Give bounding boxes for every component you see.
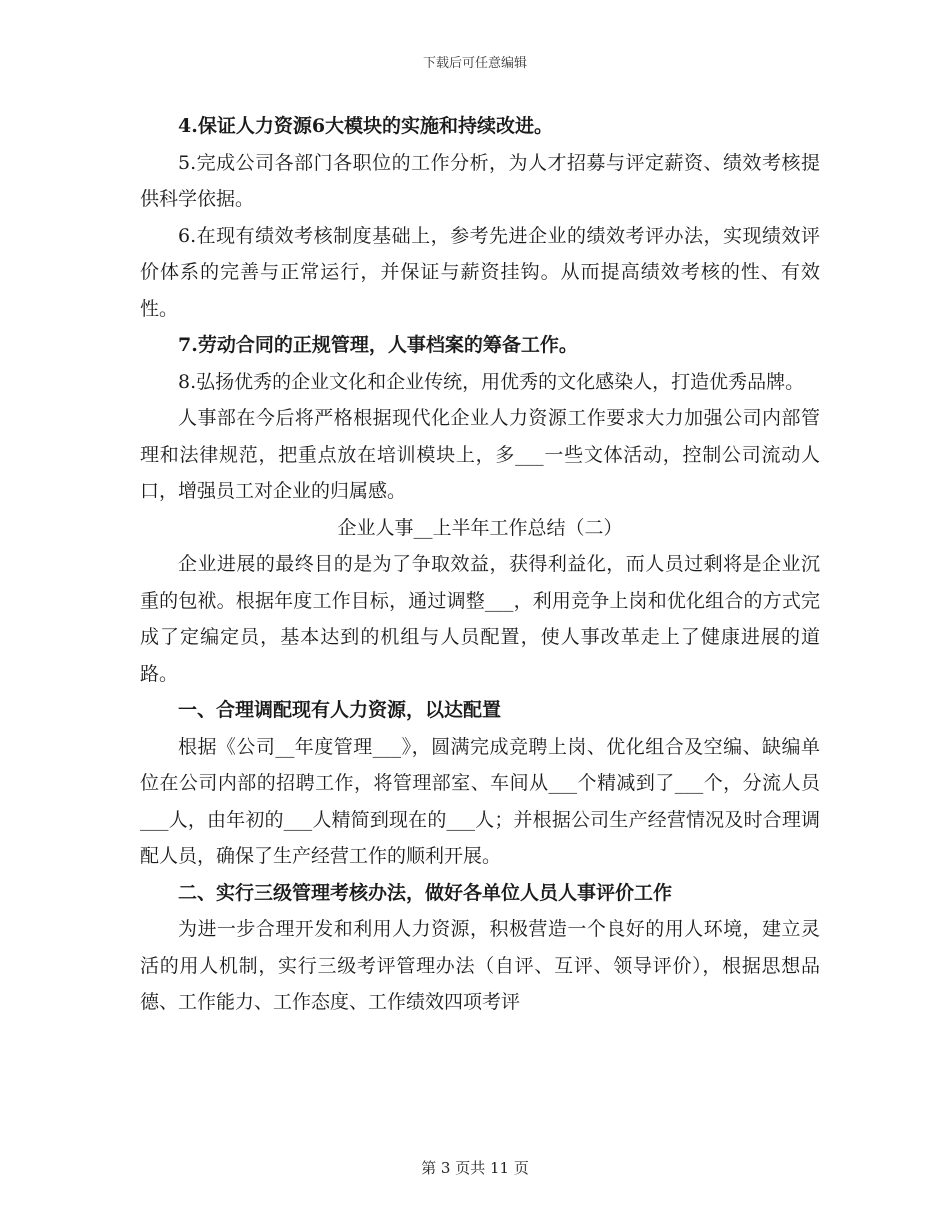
page-footer: 第 3 页共 11 页 [421, 1159, 529, 1177]
list-item-6: 6.在现有绩效考核制度基础上，参考先进企业的绩效考评办法，实现绩效评价体系的完善与正常运行，并保证与薪资挂钩。从而提高绩效考核的性、有效性。 [140, 224, 820, 320]
list-item-5: 5.完成公司各部门各职位的工作分析，为人才招募与评定薪资、绩效考核提供科学依据。 [140, 151, 820, 210]
list-item-8: 8.弘扬优秀的企业文化和企业传统，用优秀的文化感染人，打造优秀品牌。 [178, 370, 805, 393]
list-item-7: 7.劳动合同的正规管理，人事档案的筹备工作。 [178, 334, 578, 356]
body-paragraph-one: 根据《公司__年度管理___》，圆满完成竞聘上岗、优化组合及空编、缺编单位在公司内部的招聘工作，将管理部室、车间从___个精减到了___个，分流人员___人，由年初的___人精简到现在的___人；并根据公司生产经营情况及时合理调配人员，确保了生产经营工作的顺利开展。 [140, 735, 820, 867]
body-paragraph-two: 为进一步合理开发和利用人力资源，积极营造一个良好的用人环境，建立灵活的用人机制，实行三级考评管理办法（自评、互评、领导评价），根据思想品德、工作能力、工作态度、工作绩效四项考评 [140, 918, 820, 1013]
section-title: 企业人事__上半年工作总结（二） [337, 516, 623, 539]
intro-paragraph: 企业进展的最终目的是为了争取效益，获得利益化，而人员过剩将是企业沉重的包袱。根据年度工作目标，通过调整___，利用竞争上岗和优化组合的方式完成了定编定员，基本达到的机组与人员配置，使人事改革走上了健康进展的道路。 [140, 553, 820, 685]
document-body [140, 108, 820, 1021]
heading-one: 一、合理调配现有人力资源，以达配置 [178, 699, 502, 721]
heading-two: 二、实行三级管理考核办法，做好各单位人员人事评价工作 [178, 881, 673, 904]
list-item-4: 4.保证人力资源6大模块的实施和持续改进。 [178, 115, 554, 137]
summary-paragraph: 人事部在今后将严格根据现代化企业人力资源工作要求大力加强公司内部管理和法律规范，把重点放在培训模块上，多___一些文体活动，控制公司流动人口，增强员工对企业的归属感。 [140, 407, 820, 502]
page-header: 下载后可任意编辑 [422, 56, 527, 71]
